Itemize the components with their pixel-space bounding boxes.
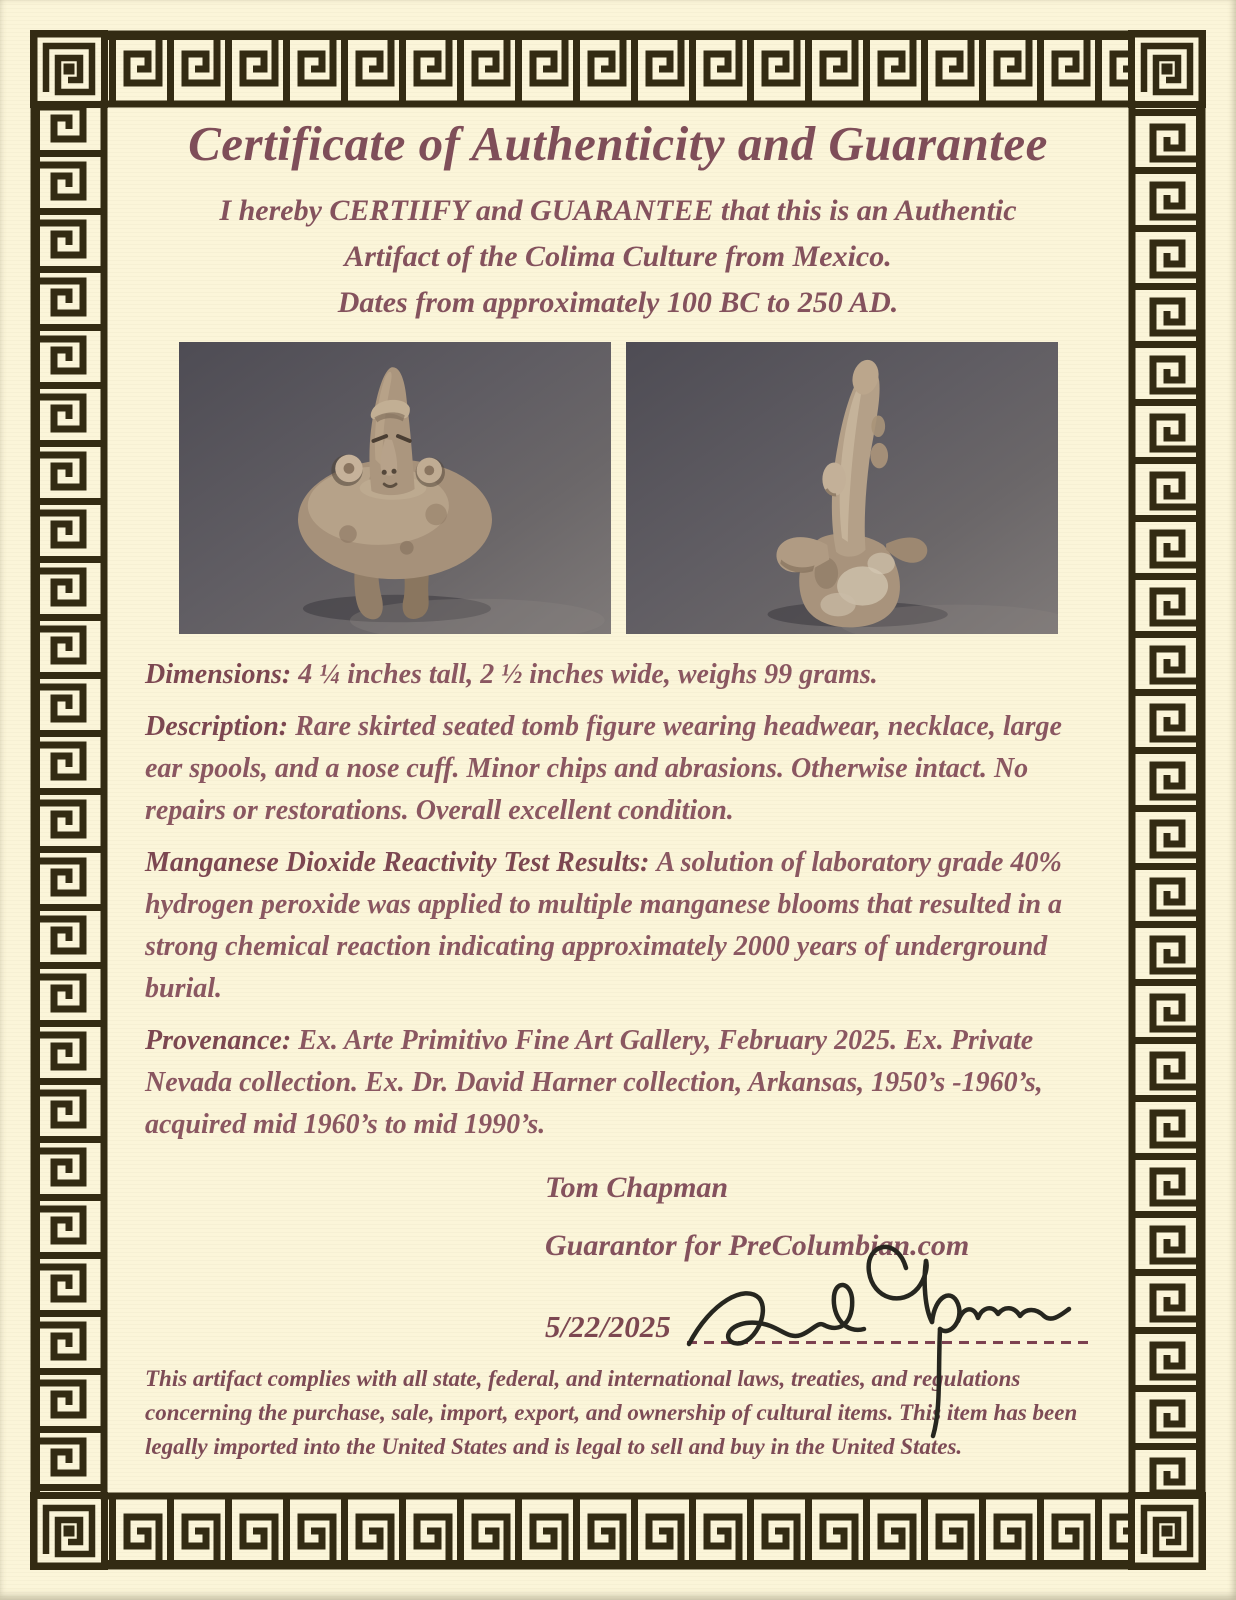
test-results-text: A solution of laboratory grade 40% hydrogen peroxide was applied to multiple manganese blooms that resulted in a strong chemical reaction indicating approximately 2000 years of underground burial.	[145, 847, 1063, 1004]
statement-line-3: Dates from approximately 100 BC to 250 AD.	[337, 286, 899, 319]
description-section	[145, 706, 1091, 832]
provenance-section	[145, 1020, 1091, 1146]
certificate-content	[112, 108, 1124, 1492]
test-results-label: Manganese Dioxide Reactivity Test Results:	[145, 847, 650, 878]
dimensions-label: Dimensions:	[145, 659, 292, 690]
artifact-side-figure	[626, 342, 1058, 634]
dimensions-text: 4 ¼ inches tall, 2 ½ inches wide, weighs 99 grams.	[298, 659, 878, 690]
legal-disclaimer: This artifact complies with all state, federal, and international laws, treaties, and regulations concerning the purchase, sale, import, export, and ownership of cultural items. This item has been legally imported into the United States and is legal to sell and buy in the United States.	[145, 1366, 1078, 1459]
description-label: Description:	[145, 711, 289, 742]
certification-statement	[145, 188, 1091, 326]
dimensions-section	[145, 654, 1091, 696]
provenance-text: Ex. Arte Primitivo Fine Art Gallery, February 2025. Ex. Private Nevada collection. Ex. Dr. David Harner collection, Arkansas, 1950’s -1960’s, acquired mid 1960’s to mid 1990’s.	[145, 1025, 1043, 1140]
test-results-section	[145, 842, 1091, 1010]
signature-date: 5/22/2025	[545, 1309, 671, 1344]
statement-line-2: Artifact of the Colima Culture from Mexico.	[344, 240, 892, 273]
statement-line-1: I hereby CERTIIFY and GUARANTEE that this is an Authentic	[219, 194, 1017, 227]
artifact-photo-front	[179, 342, 611, 634]
guarantor-name: Tom Chapman	[545, 1171, 729, 1204]
artifact-photo-side	[626, 342, 1058, 634]
artifact-photos	[145, 342, 1091, 634]
signature-row	[545, 1298, 1091, 1344]
guarantor-role: Guarantor for PreColumbian.com	[545, 1229, 970, 1262]
artifact-front-figure	[179, 342, 611, 634]
certificate-title: Certificate of Authenticity and Guarantee	[188, 116, 1048, 171]
provenance-label: Provenance:	[145, 1025, 292, 1056]
description-text: Rare skirted seated tomb figure wearing headwear, necklace, large ear spools, and a nose cuff. Minor chips and abrasions. Otherwise intact. No repairs or restorations. Overall excellent condition.	[145, 711, 1062, 826]
signature-line	[687, 1320, 1091, 1344]
